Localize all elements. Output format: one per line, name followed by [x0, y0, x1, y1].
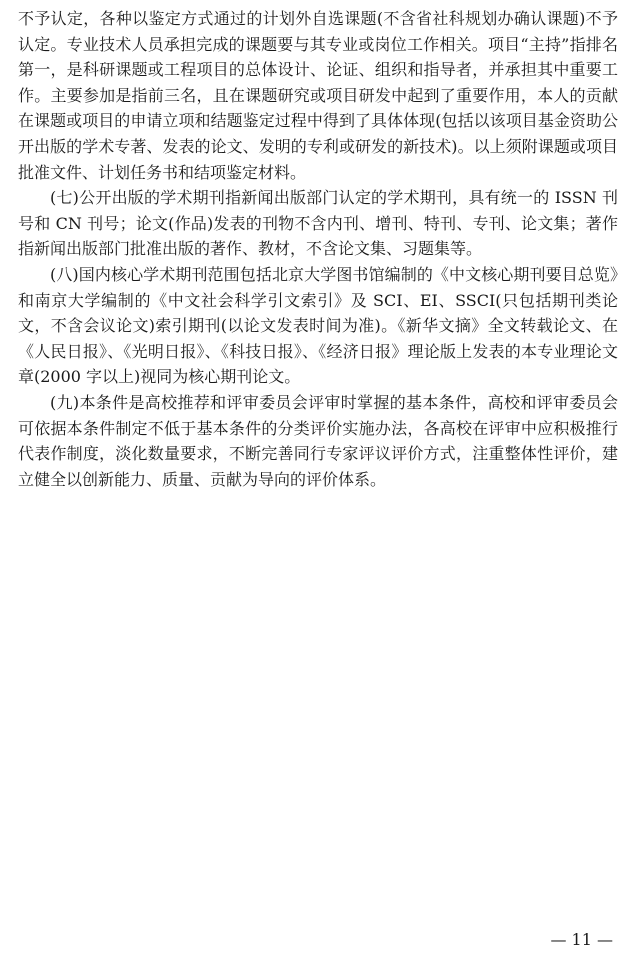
- paragraph-item-9: (九)本条件是高校推荐和评审委员会评审时掌握的基本条件，高校和评审委员会可依据本条件制定不低于基本条件的分类评价实施办法，各高校在评审中应积极推行代表作制度，淡化数量要求，不断完善同行专家评议评价方式，注重整体性评价，建立健全以创新能力、质量、贡献为导向的评价体系。: [18, 392, 618, 489]
- page-number: — 11 —: [550, 930, 613, 949]
- body-text: [18, 6, 618, 492]
- paragraph-item-7: (七)公开出版的学术期刊指新闻出版部门认定的学术期刊，具有统一的 ISSN 刊号和 CN 刊号；论文(作品)发表的刊物不含内刊、增刊、特刊、专刊、论文集；著作指新闻出版部门批准出版的著作、教材，不含论文集、习题集等。: [18, 188, 618, 259]
- paragraph-continued: 不予认定，各种以鉴定方式通过的计划外自选课题(不含省社科规划办确认课题)不予认定。专业技术人员承担完成的课题要与其专业或岗位工作相关。项目“主持”指排名第一，是科研课题或工程项目的总体设计、论证、组织和指导者，并承担其中重要工作。主要参加是指前三名，且在课题研究或项目研发中起到了重要作用，本人的贡献在课题或项目的申请立项和结题鉴定过程中得到了具体体现(包括以该项目基金资助公开出版的学术专著、发表的论文、发明的专利或研发的新技术)。以上须附课题或项目批准文件、计划任务书和结项鉴定材料。: [18, 9, 618, 182]
- paragraph-item-8: (八)国内核心学术期刊范围包括北京大学图书馆编制的《中文核心期刊要目总览》和南京大学编制的《中文社会科学引文索引》及 SCI、EI、SSCI(只包括期刊类论文，不含会议论文)索引期刊(以论文发表时间为准)。《新华文摘》全文转载论文、在《人民日报》、《光明日报》、《科技日报》、《经济日报》理论版上发表的本专业理论文章(2000 字以上)视同为核心期刊论文。: [18, 264, 618, 387]
